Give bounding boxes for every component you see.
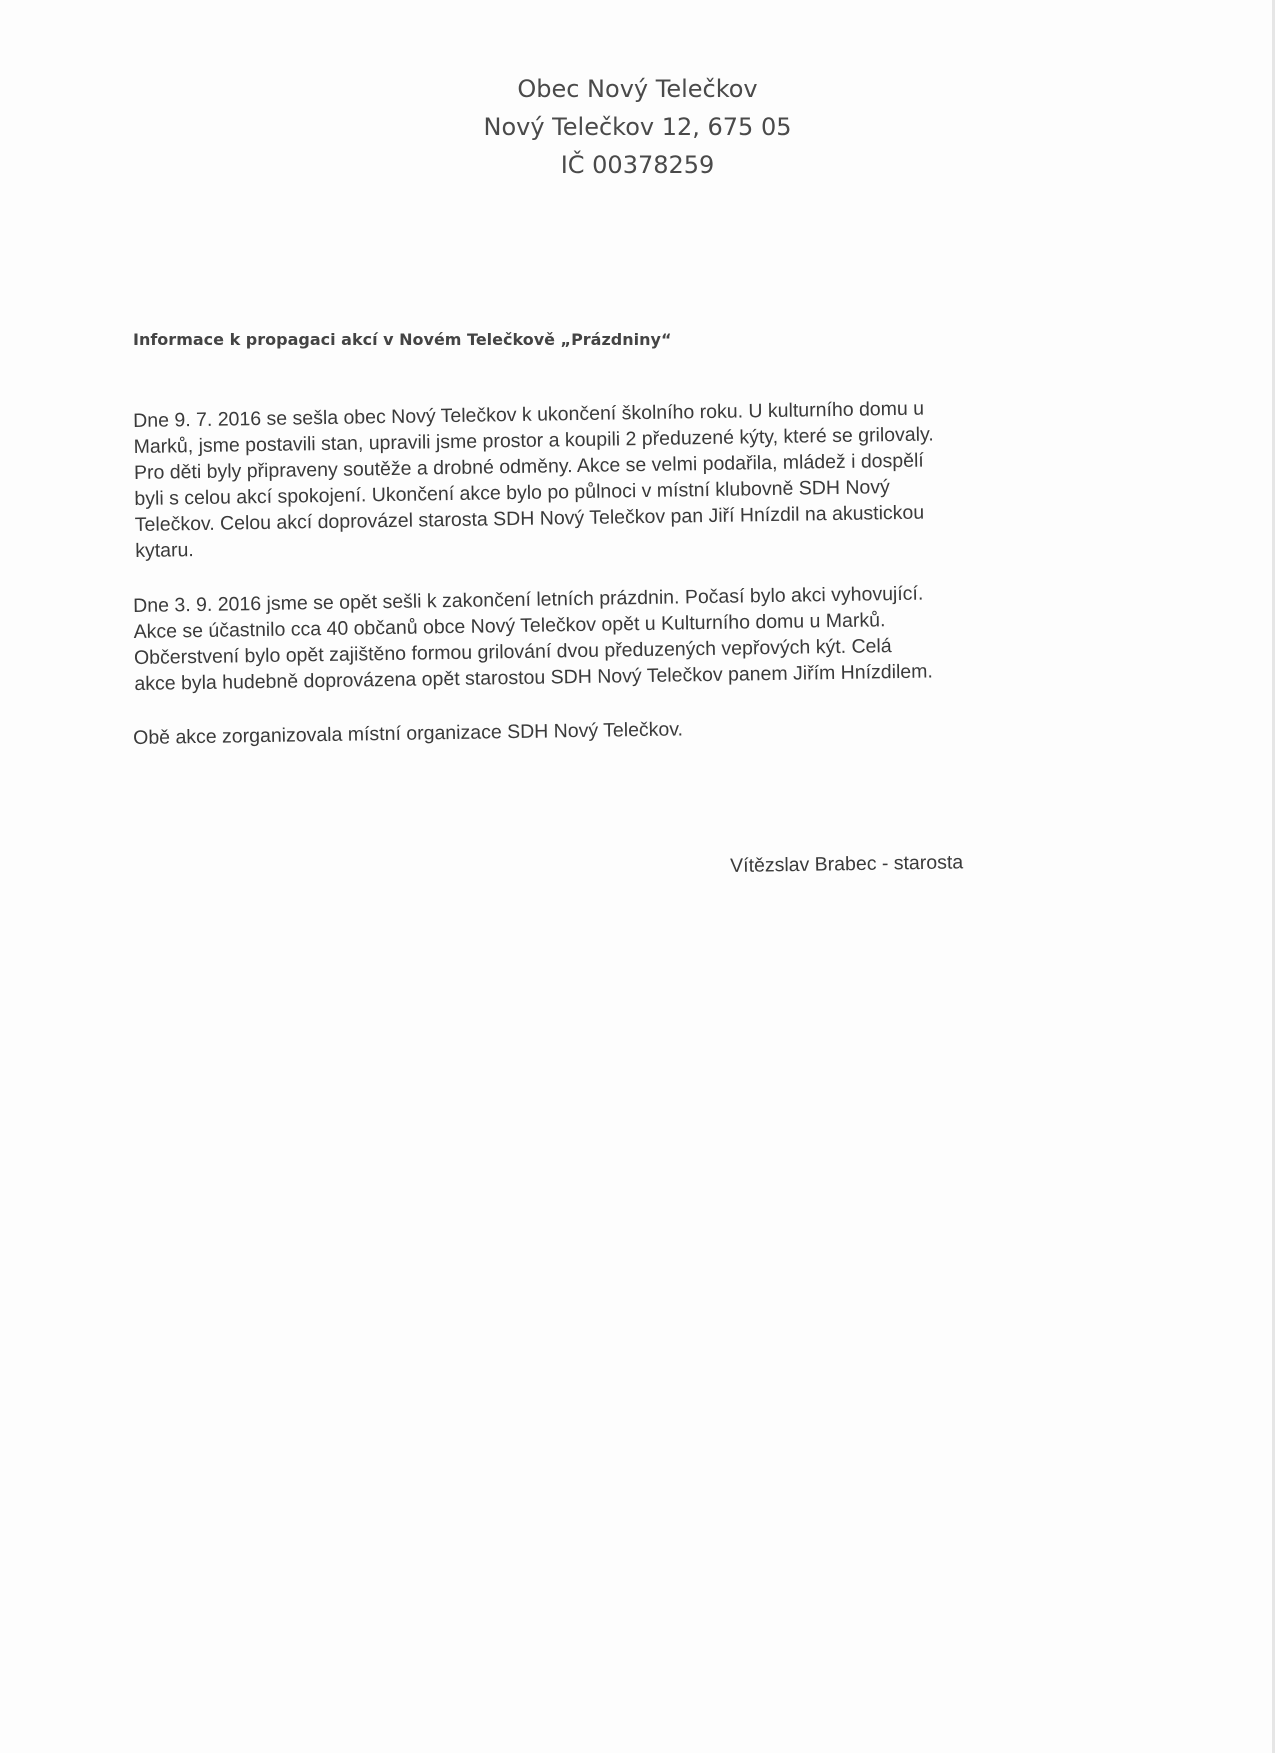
signature: Vítězslav Brabec - starosta [730, 851, 964, 877]
paragraph-2 [133, 578, 1095, 697]
org-name: Obec Nový Telečkov [517, 75, 758, 103]
document-subject: Informace k propagaci akcí v Novém Telečkově „Prázdniny“ [133, 330, 672, 349]
paragraph-line: Akce se účastnilo cca 40 občanů obce Nový Telečkov opět u Kulturního domu u Marků. [133, 609, 886, 643]
paragraph-line: Občerstvení bylo opět zajištěno formou grilování dvou předuzených vepřových kýt. Celá [133, 635, 892, 669]
paragraph-3 [133, 710, 1093, 751]
paragraph-line: akce byla hudebně doprovázena opět starostou SDH Nový Telečkov panem Jiřím Hnízdilem. [134, 660, 933, 695]
paragraph-line: Obě akce zorganizovala místní organizace SDH Nový Telečkov. [133, 718, 684, 749]
paragraph-line: kytaru. [135, 539, 194, 562]
org-ico: IČ 00378259 [560, 151, 715, 179]
paragraph-line: Telečkov. Celou akcí doprovázel starosta SDH Nový Telečkov pan Jiří Hnízdil na akustickou [134, 501, 925, 536]
paragraph-line: Dne 3. 9. 2016 jsme se opět sešli k zakončení letních prázdnin. Počasí bylo akci vyhovující. [133, 582, 924, 617]
paragraph-1 [133, 393, 1095, 564]
paragraph-line: Pro děti byly připraveny soutěže a drobné odměny. Akce se velmi podařila, mládež i dospělí [133, 449, 924, 484]
letterhead [0, 70, 1275, 184]
paragraph-line: Dne 9. 7. 2016 se sešla obec Nový Telečkov k ukončení školního roku. U kulturního domu u [133, 397, 925, 432]
org-address: Nový Telečkov 12, 675 05 [483, 113, 792, 141]
paragraph-line: Marků, jsme postavili stan, upravili jsme prostor a koupili 2 předuzené kýty, které se grilovaly. [133, 423, 934, 458]
paragraph-line: byli s celou akcí spokojení. Ukončení akce bylo po půlnoci v místní klubovně SDH Nový [134, 476, 890, 510]
